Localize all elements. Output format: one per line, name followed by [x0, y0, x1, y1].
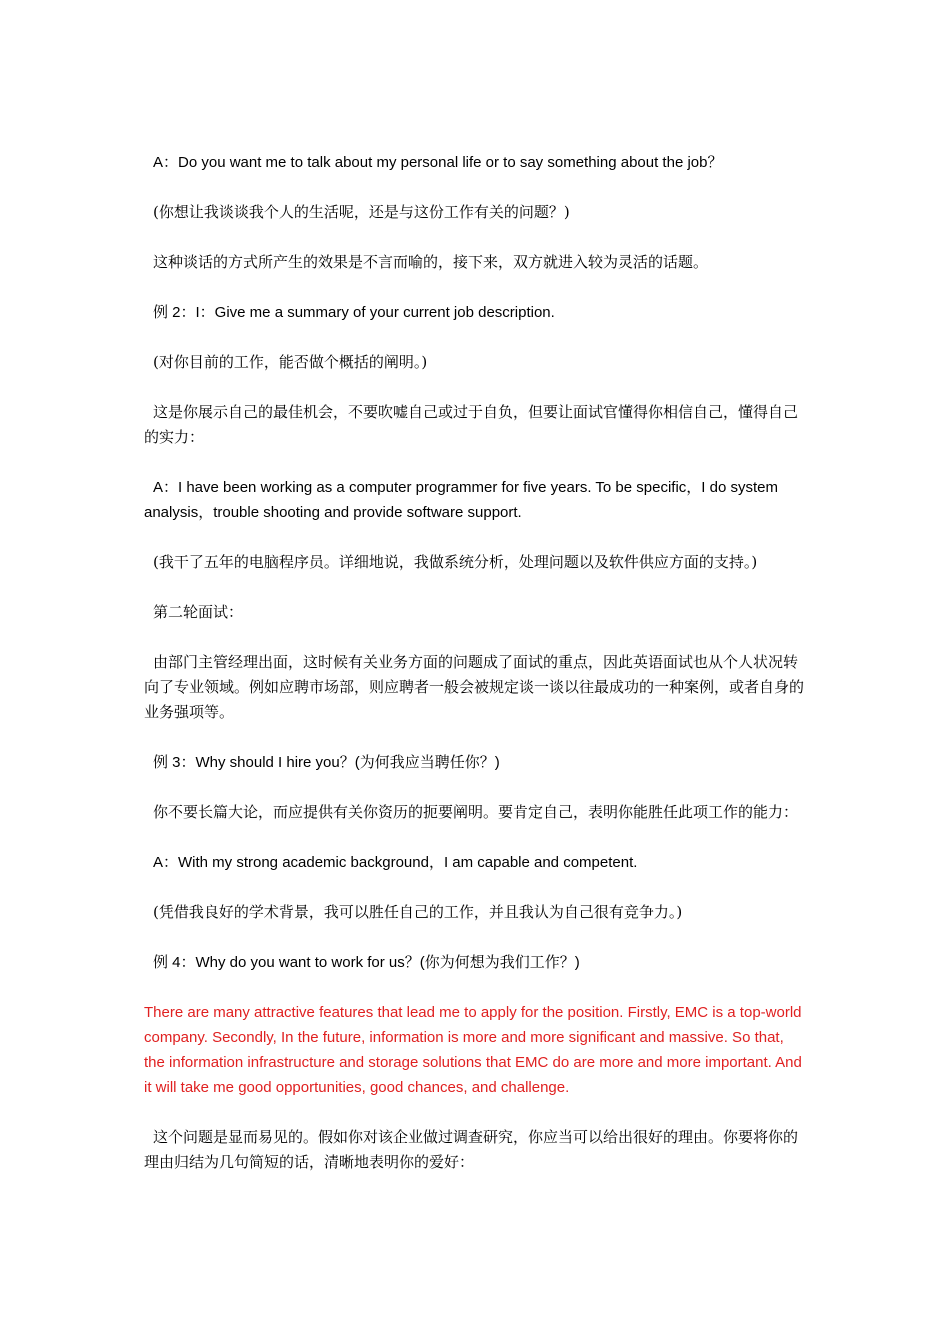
section-heading-second-round: 第二轮面试： [153, 603, 244, 621]
paragraph-commentary-3: 你不要长篇大论，而应提供有关你资历的扼要阐明。要肯定自己，表明你能胜任此项工作的能力： [153, 803, 799, 821]
paragraph-example-3: 例 3：Why should I hire you？(为何我应当聘任你？) [153, 754, 500, 771]
paragraph-answer-programmer: A：I have been working as a computer programmer for five years. To be specific，I do system analysis，trouble shooting and provide software support. [144, 479, 778, 521]
paragraph-answer-academic: A：With my strong academic background，I am capable and competent. [153, 854, 638, 871]
document-page [144, 150, 808, 1200]
paragraph-example-2: 例 2：I：Give me a summary of your current job description. [153, 304, 555, 321]
paragraph-commentary-1: 这种谈话的方式所产生的效果是不言而喻的，接下来，双方就进入较为灵活的话题。 [153, 253, 709, 271]
paragraph-answer-personal-life: A：Do you want me to talk about my personal life or to say something about the job？ [153, 154, 723, 171]
paragraph-commentary-2: 这是你展示自己的最佳机会，不要吹嘘自己或过于自负，但要让面试官懂得你相信自己，懂得自己的实力： [144, 403, 799, 446]
paragraph-example-4: 例 4：Why do you want to work for us？(你为何想为我们工作？) [153, 954, 580, 971]
paragraph-answer-emc-highlighted: There are many attractive features that lead me to apply for the position. Firstly, EMC is a top-world company. Secondly, In the future, information is more and more significant and massive. So that, the information infrastructure and storage solutions that EMC do are more and more important. And it will take me good opportunities, good chances, and challenge. [144, 1004, 802, 1096]
paragraph-translation-1: (你想让我谈谈我个人的生活呢，还是与这份工作有关的问题？) [153, 203, 570, 221]
paragraph-commentary-4: 这个问题是显而易见的。假如你对该企业做过调查研究，你应当可以给出很好的理由。你要将你的理由归结为几句简短的话，清晰地表明你的爱好： [144, 1128, 799, 1171]
paragraph-translation-2: (对你目前的工作，能否做个概括的阐明。) [153, 353, 428, 371]
paragraph-second-round-intro: 由部门主管经理出面，这时候有关业务方面的问题成了面试的重点，因此英语面试也从个人状况转向了专业领域。例如应聘市场部，则应聘者一般会被规定谈一谈以往最成功的一种案例，或者自身的业务强项等。 [144, 653, 805, 721]
paragraph-translation-4: (凭借我良好的学术背景，我可以胜任自己的工作，并且我认为自己很有竞争力。) [153, 903, 683, 921]
paragraph-translation-3: (我干了五年的电脑程序员。详细地说，我做系统分析，处理问题以及软件供应方面的支持。) [153, 553, 758, 571]
